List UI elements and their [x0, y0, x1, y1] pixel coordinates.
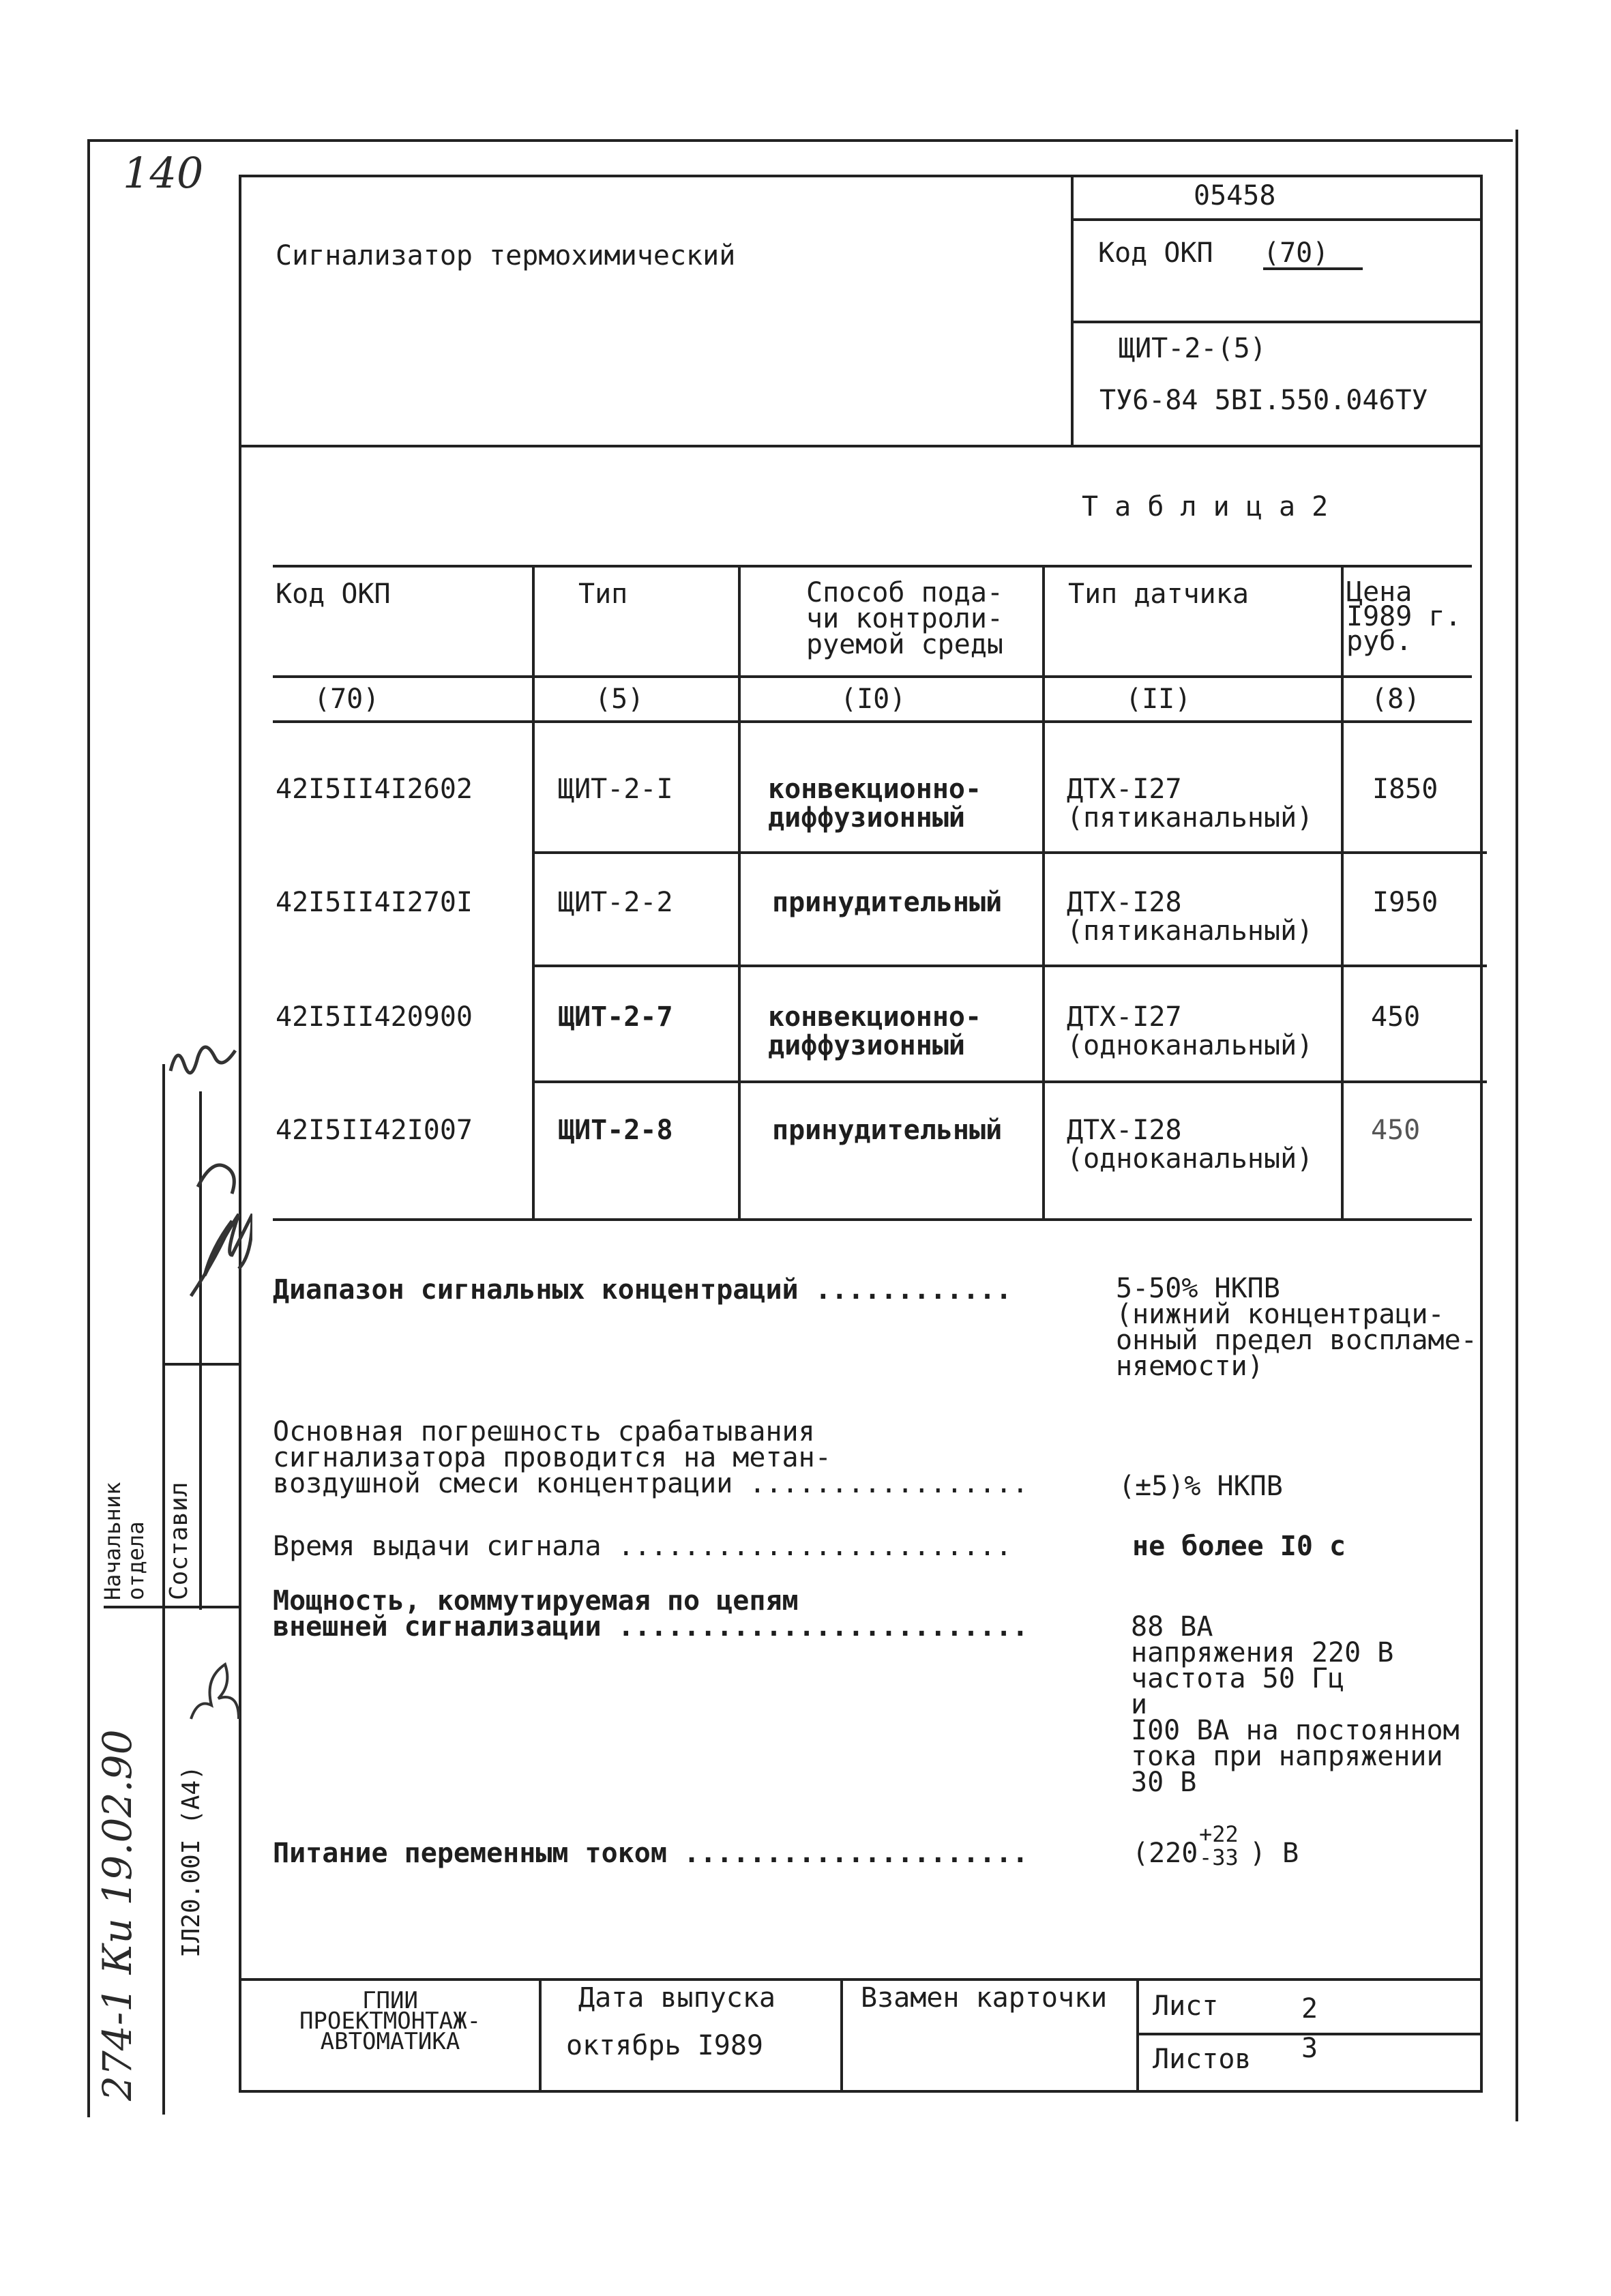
card-border-top [239, 175, 1481, 177]
row-3-type: ЩИТ-2-7 [558, 1001, 673, 1033]
spec-time-label: Время выдачи сигнала ........................ [273, 1531, 1012, 1562]
col-header-method: Способ пода- чи контроли- руемой среды [806, 577, 1003, 660]
row-1-price: I850 [1372, 774, 1438, 805]
page-frame-top [87, 139, 1513, 142]
row-2-type: ЩИТ-2-2 [558, 887, 673, 918]
table-row-line-3 [532, 1080, 1487, 1083]
spec-time-value: не более I0 с [1132, 1531, 1346, 1562]
row-2-method: принудительный [772, 887, 1003, 918]
footer-release-label: Дата выпуска [578, 1982, 775, 2014]
footer-replace-label: Взамен карточки [861, 1982, 1108, 2014]
row-1-code: 42I5II4I2602 [276, 774, 473, 805]
spec-error-value: (±5)% НКПВ [1119, 1471, 1283, 1502]
page-frame-right [1516, 130, 1518, 2121]
spec-supply-value-upper: +22 [1199, 1821, 1239, 1847]
spec-power-label: Мощность, коммутируемая по цепям внешней сигнализации ......................... [273, 1585, 1029, 1643]
row-3-code: 42I5II420900 [276, 1001, 473, 1033]
signature-stroke-2 [191, 1214, 252, 1296]
col-header-type: Тип [578, 578, 628, 610]
tu-code: ТУ6-84 5ВІ.550.046ТУ [1099, 385, 1428, 416]
col-index-type: (5) [595, 683, 645, 715]
table-index-line [273, 720, 1472, 723]
spec-range-label: Диапазон сигнальных концентраций ............ [273, 1274, 1012, 1306]
row-1-method: конвекционно- диффузионный [768, 774, 982, 834]
footer-sheet-label: Лист [1153, 1990, 1219, 2022]
footer-release-value: октябрь I989 [566, 2030, 763, 2061]
signature-small-marks [177, 1623, 246, 1746]
spec-supply-value-main: (220 [1132, 1838, 1198, 1869]
table-bottom-line [273, 1218, 1472, 1221]
col-index-okp: (70) [314, 683, 380, 715]
footer-divider-2 [840, 1978, 843, 2090]
card-code: 05458 [1194, 180, 1276, 211]
margin-format-code: ІЛ20.00І (А4) [177, 1765, 205, 1958]
table-caption: Т а б л и ц а 2 [1082, 491, 1329, 523]
spec-range-value: 5-50% НКПВ (нижний концентраци- онный предел воспламе- няемости) [1116, 1273, 1477, 1382]
header-line-2 [1071, 321, 1481, 323]
card-border-bottom [239, 2090, 1483, 2093]
row-4-price: 450 [1371, 1115, 1421, 1146]
col-header-price: Цена I989 г. руб. [1346, 576, 1462, 657]
row-2-code: 42I5II4I270I [276, 887, 473, 918]
table-col-line-1 [532, 565, 535, 1218]
row-4-type: ЩИТ-2-8 [558, 1115, 673, 1146]
table-top-line [273, 565, 1472, 568]
table-col-line-4 [1341, 565, 1344, 1218]
table-row-line-2 [532, 965, 1487, 967]
col-header-okp: Код ОКП [276, 578, 391, 610]
margin-dept-head: Начальник отдела [100, 1482, 149, 1600]
row-2-price: I950 [1372, 887, 1438, 918]
row-4-method: принудительный [772, 1115, 1003, 1146]
spec-supply-value-lower: -33 [1199, 1844, 1239, 1870]
signature-stroke-3 [198, 1165, 234, 1194]
footer-sheets-value: 3 [1301, 2033, 1318, 2064]
table-col-line-3 [1042, 565, 1045, 1218]
header-bottom-line [239, 445, 1481, 447]
col-index-price: (8) [1371, 683, 1421, 715]
row-4-sensor: ДТХ-I28 (одноканальный) [1067, 1115, 1314, 1175]
col-header-sensor: Тип датчика [1068, 578, 1249, 610]
spec-supply-label: Питание переменным током ..................... [273, 1838, 1029, 1869]
spec-power-value: 88 ВА напряжения 220 В частота 50 Гц и I00 ВА на постоянном тока при напряжении 30 В [1131, 1611, 1460, 1798]
footer-sheet-value: 2 [1301, 1993, 1318, 2025]
margin-cell-line-2 [104, 1606, 239, 1608]
footer-top-line [239, 1978, 1481, 1981]
col-index-sensor: (II) [1125, 683, 1192, 715]
row-3-sensor: ДТХ-I27 (одноканальный) [1067, 1001, 1314, 1061]
row-3-price: 450 [1371, 1001, 1421, 1033]
spec-error-label: Основная погрешность срабатывания сигнализатора проводится на метан- воздушной смеси концентрации ................. [273, 1416, 1029, 1499]
margin-compiled: Составил [165, 1482, 193, 1600]
row-1-sensor: ДТХ-I27 (пятиканальный) [1067, 774, 1314, 834]
signature-stroke-1 [171, 1047, 235, 1073]
card-border-right [1480, 175, 1483, 2091]
okp-value: (70) [1263, 239, 1363, 270]
table-col-line-2 [738, 565, 741, 1218]
signature-marks [157, 1023, 252, 1432]
footer-sheets-label: Листов [1153, 2044, 1252, 2075]
spec-supply-value-unit: ) В [1250, 1838, 1299, 1869]
okp-label: Код ОКП [1098, 237, 1213, 269]
signature-stroke-4 [191, 1664, 239, 1719]
row-3-method: конвекционно- диффузионный [768, 1001, 982, 1061]
footer-org: ГПИИ ПРОЕКТМОНТАЖ- АВТОМАТИКА [299, 1987, 482, 2055]
margin-handwritten-stamp: 274-1 Ки 19.02.90 [94, 1729, 141, 2101]
page-frame-left [87, 139, 90, 2117]
header-line-1 [1071, 218, 1481, 221]
table-header-line [273, 675, 1472, 678]
footer-divider-1 [539, 1978, 542, 2090]
col-index-method: (I0) [840, 683, 906, 715]
header-divider [1071, 175, 1074, 446]
row-2-sensor: ДТХ-I28 (пятиканальный) [1067, 887, 1314, 947]
card-title: Сигнализатор термохимический [276, 240, 736, 271]
model-code: ЩИТ-2-(5) [1119, 333, 1267, 364]
row-4-code: 42I5II42I007 [276, 1115, 473, 1146]
row-1-type: ЩИТ-2-I [558, 774, 673, 805]
table-row-line-1 [532, 851, 1487, 854]
handwritten-page-number: 140 [123, 148, 204, 198]
